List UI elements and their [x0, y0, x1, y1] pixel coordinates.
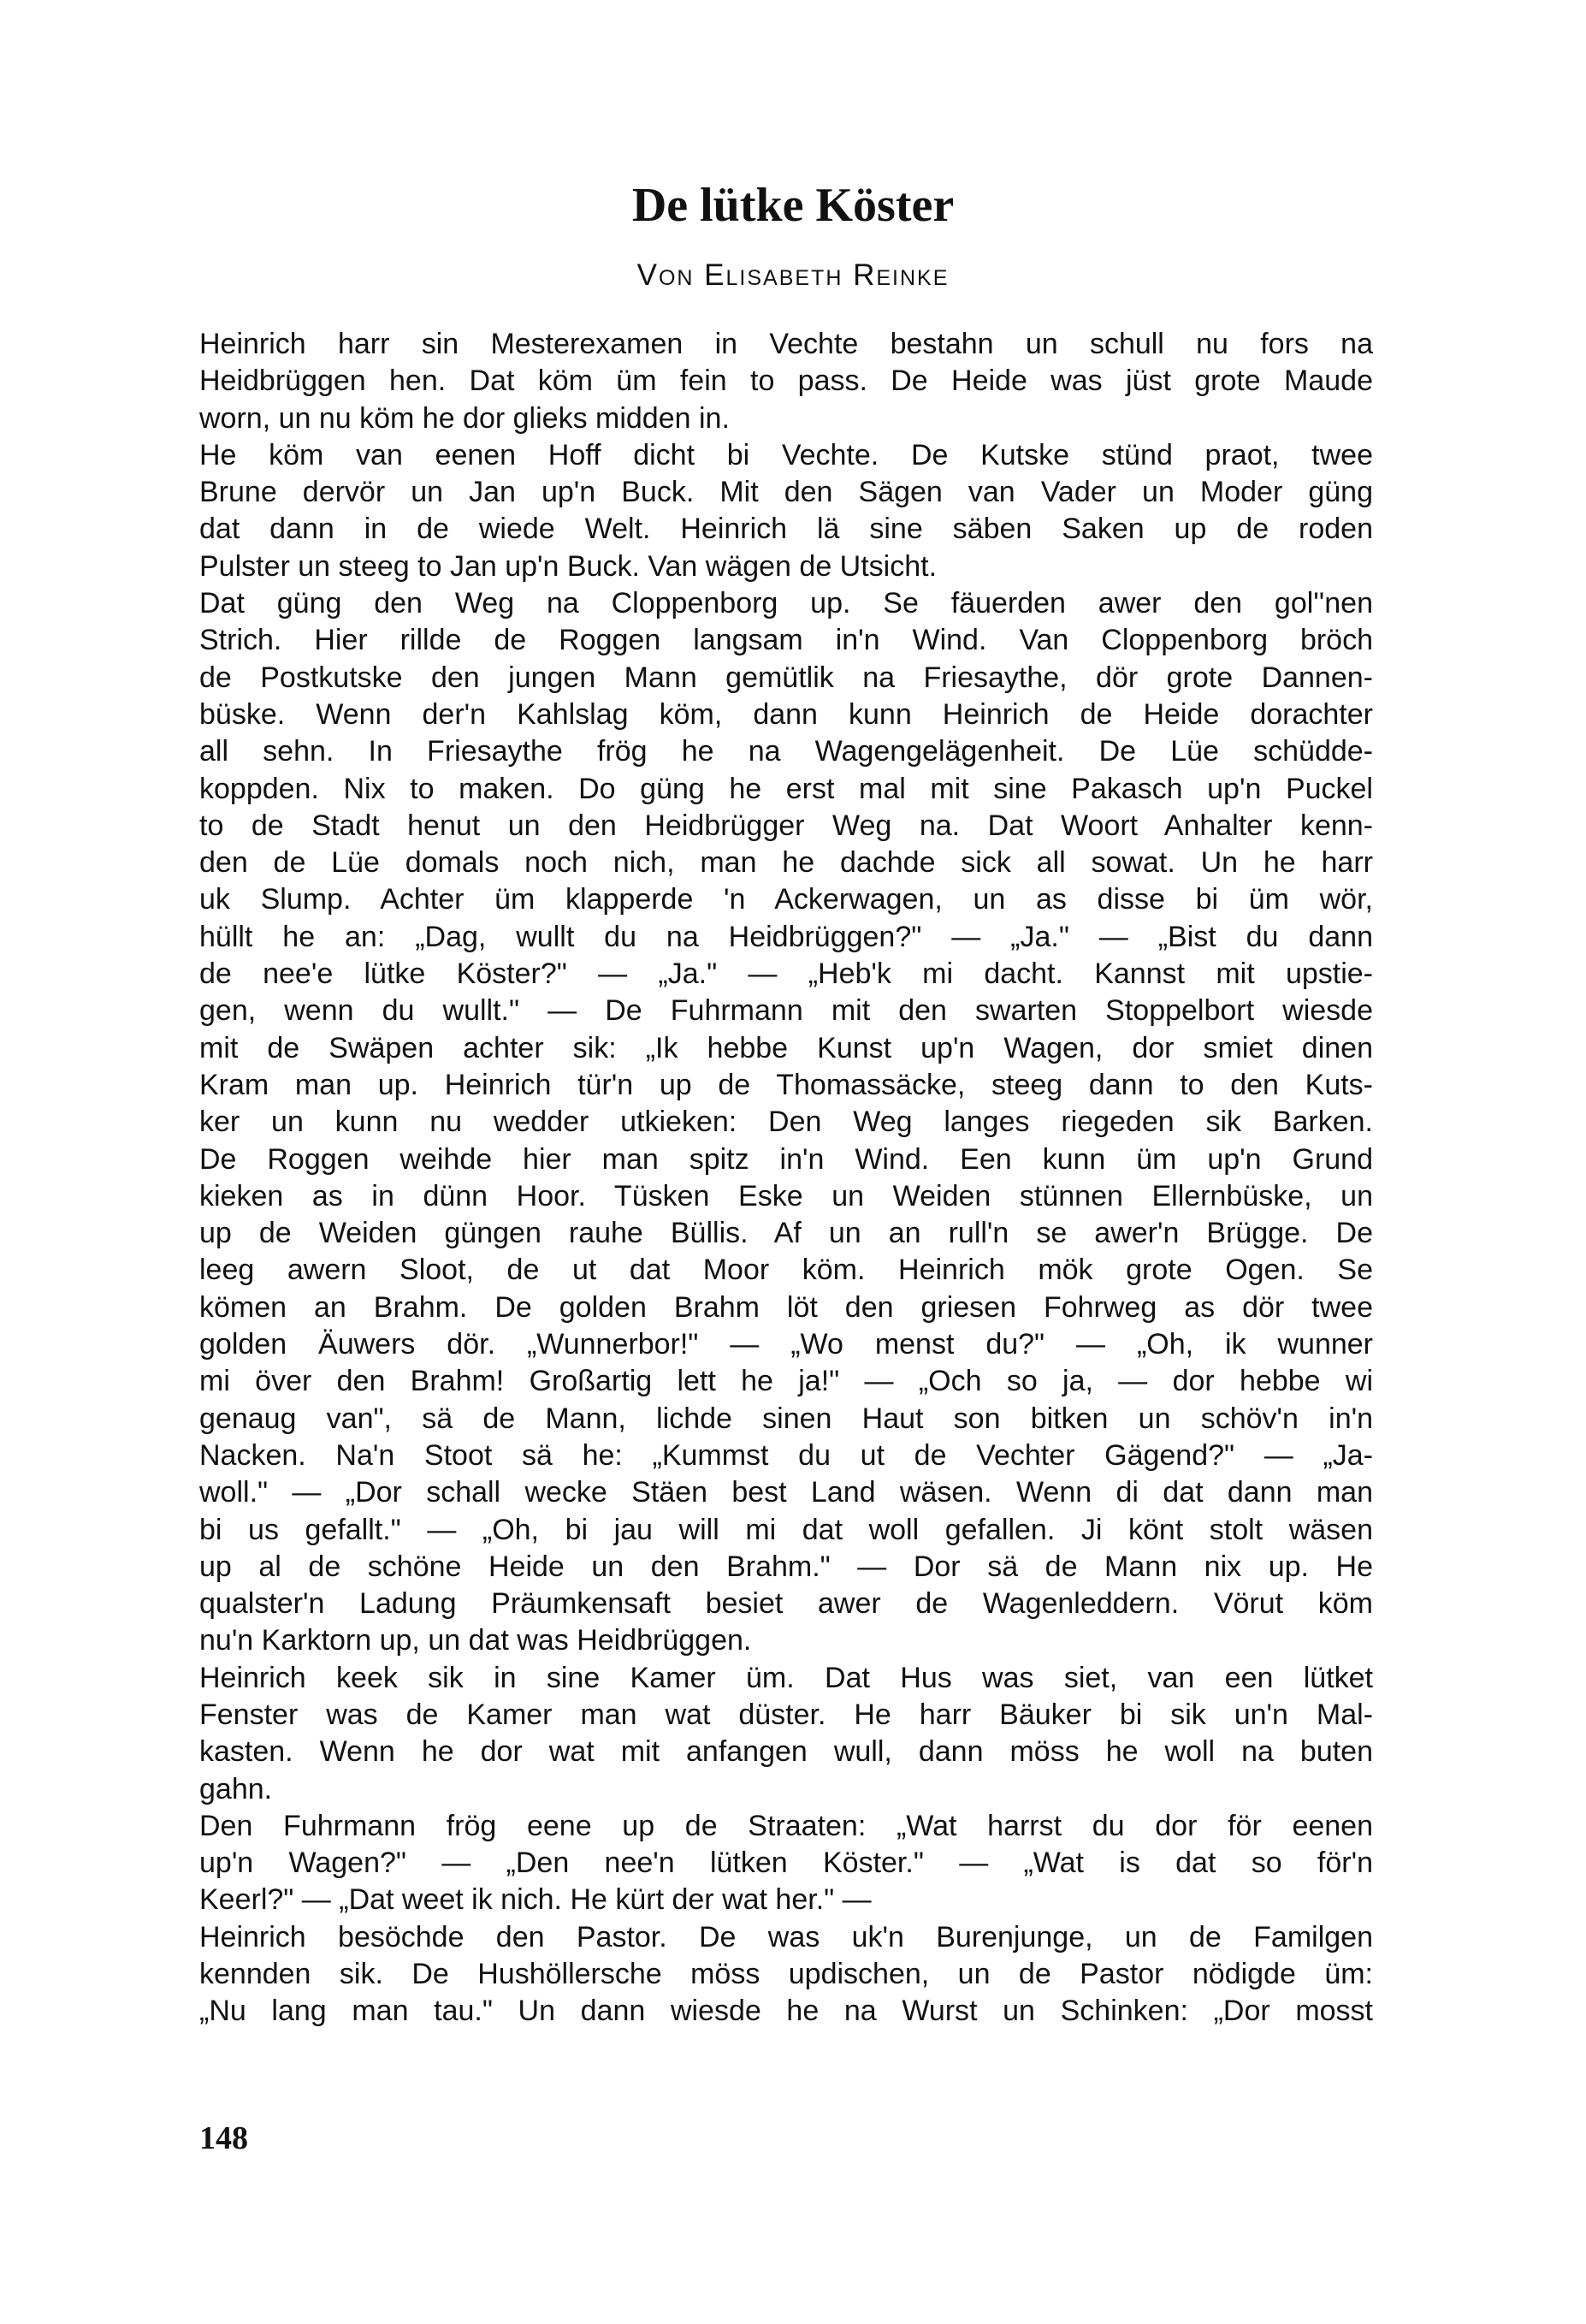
body-text-line: kömen an Brahm. De golden Brahm löt den griesen Fohrweg as dör twee — [199, 1290, 1373, 1324]
body-text-line: nu'n Karktorn up, un dat was Heidbrüggen. — [199, 1624, 752, 1657]
body-text-line: hüllt he an: „Dag, wullt du na Heidbrüggen?" — „Ja." — „Bist du dann — [199, 920, 1373, 953]
body-text-line: Heinrich besöchde den Pastor. De was uk'n Burenjunge, un de Familgen — [199, 1920, 1373, 1953]
page-number: 148 — [199, 2120, 248, 2156]
body-text-line: Heidbrüggen hen. Dat köm üm fein to pass. De Heide was jüst grote Maude — [199, 365, 1373, 398]
body-text-line: gen, wenn du wullt." — De Fuhrmann mit den swarten Stoppelbort wiesde — [199, 994, 1373, 1028]
body-text-line: up al de schöne Heide un den Brahm." — Dor sä de Mann nix up. He — [199, 1550, 1373, 1583]
body-text-line: qualster'n Ladung Präumkensaft besiet awer de Wagenleddern. Vörut köm — [199, 1587, 1373, 1621]
body-text-line: kieken as in dünn Hoor. Tüsken Eske un Weiden stünnen Ellernbüske, un — [199, 1179, 1373, 1212]
body-text-line: De Roggen weihde hier man spitz in'n Wind. Een kunn üm up'n Grund — [199, 1142, 1373, 1176]
body-text-line: koppden. Nix to maken. Do güng he erst mal mit sine Pakasch up'n Puckel — [199, 772, 1373, 805]
body-text-line: Keerl?" — „Dat weet ik nich. He kürt der wat her." — — [199, 1883, 872, 1917]
body-text-line: uk Slump. Achter üm klapperde 'n Ackerwagen, un as disse bi üm wör, — [199, 883, 1373, 916]
body-text-line: Kram man up. Heinrich tür'n up de Thomassäcke, steeg dann to den Kuts- — [199, 1068, 1373, 1101]
body-text-line: gahn. — [199, 1772, 273, 1805]
body-text-line: mit de Swäpen achter sik: „Ik hebbe Kunst up'n Wagen, dor smiet dinen — [199, 1031, 1373, 1064]
body-text-line: Heinrich harr sin Mesterexamen in Vechte bestahn un schull nu fors na — [199, 328, 1373, 360]
body-text-line: golden Äuwers dör. „Wunnerbor!" — „Wo menst du?" — „Oh, ik wunner — [199, 1328, 1373, 1361]
page-title: De lütke Köster — [631, 179, 955, 232]
body-text-line: Dat güng den Weg na Cloppenborg up. Se fäuerden awer den gol''nen — [199, 587, 1373, 620]
body-text-line: bi us gefallt." — „Oh, bi jau will mi dat woll gefallen. Ji könt stolt wäsen — [199, 1513, 1373, 1546]
body-text-line: Fenster was de Kamer man wat düster. He harr Bäuker bi sik un'n Mal- — [199, 1698, 1373, 1731]
body-text-line: up de Weiden güngen rauhe Büllis. Af un an rull'n se awer'n Brügge. De — [199, 1217, 1373, 1250]
body-text-line: kennden sik. De Hushöllersche möss updischen, un de Pastor nödigde üm: — [199, 1958, 1373, 1991]
body-text-line: Strich. Hier rillde de Roggen langsam in'n Wind. Van Cloppenborg bröch — [199, 624, 1373, 657]
body-text-line: büske. Wenn der'n Kahlslag köm, dann kunn Heinrich de Heide dorachter — [199, 697, 1373, 731]
body-text-line: up'n Wagen?" — „Den nee'n lütken Köster." — „Wat is dat so för'n — [199, 1847, 1373, 1880]
body-text-line: to de Stadt henut un den Heidbrügger Weg na. Dat Woort Anhalter kenn- — [199, 809, 1373, 842]
body-text-line: ker un kunn nu wedder utkieken: Den Weg langes riegeden sik Barken. — [199, 1106, 1373, 1139]
body-text-line: Pulster un steeg to Jan up'n Buck. Van wägen de Utsicht. — [199, 549, 938, 583]
body-text-line: Den Fuhrmann frög eene up de Straaten: „Wat harrst du dor för eenen — [199, 1809, 1373, 1842]
body-text-line: kasten. Wenn he dor wat mit anfangen wull, dann möss he woll na buten — [199, 1735, 1373, 1769]
body-text-line: den de Lüe domals noch nich, man he dachde sick all sowat. Un he harr — [199, 846, 1373, 880]
body-text-line: He köm van eenen Hoff dicht bi Vechte. De Kutske stünd praot, twee — [199, 438, 1373, 471]
body-text-line: dat dann in de wiede Welt. Heinrich lä sine säben Saken up de roden — [199, 513, 1373, 546]
body-text-line: genaug van", sä de Mann, lichde sinen Haut son bitken un schöv'n in'n — [199, 1402, 1373, 1435]
body-text-line: Brune dervör un Jan up'n Buck. Mit den Sägen van Vader un Moder güng — [199, 476, 1373, 509]
body-text-line: mi över den Brahm! Großartig lett he ja!" — „Och so ja, — dor hebbe wi — [199, 1365, 1373, 1398]
body-text-line: woll." — „Dor schall wecke Stäen best Land wäsen. Wenn di dat dann man — [199, 1476, 1373, 1509]
body-text-line: leeg awern Sloot, de ut dat Moor köm. Heinrich mök grote Ogen. Se — [199, 1254, 1373, 1287]
body-text-line: Nacken. Na'n Stoot sä he: „Kummst du ut de Vechter Gägend?" — „Ja- — [199, 1438, 1373, 1472]
body-text-line: Heinrich keek sik in sine Kamer üm. Dat Hus was siet, van een lütket — [199, 1661, 1373, 1694]
body-text-line: de Postkutske den jungen Mann gemütlik na Friesaythe, dör grote Dannen- — [199, 661, 1373, 694]
body-text-line: „Nu lang man tau." Un dann wiesde he na Wurst un Schinken: „Dor mosst — [199, 1995, 1373, 2028]
body-text-line: de nee'e lütke Köster?" — „Ja." — „Heb'k mi dacht. Kannst mit upstie- — [199, 957, 1373, 991]
body-text-line: worn, un nu köm he dor glieks midden in. — [199, 401, 730, 435]
body-text — [199, 326, 1373, 2031]
author-byline: Von Elisabeth Reinke — [636, 258, 950, 292]
body-text-line: all sehn. In Friesaythe frög he na Wagengelägenheit. De Lüe schüdde- — [199, 735, 1373, 768]
